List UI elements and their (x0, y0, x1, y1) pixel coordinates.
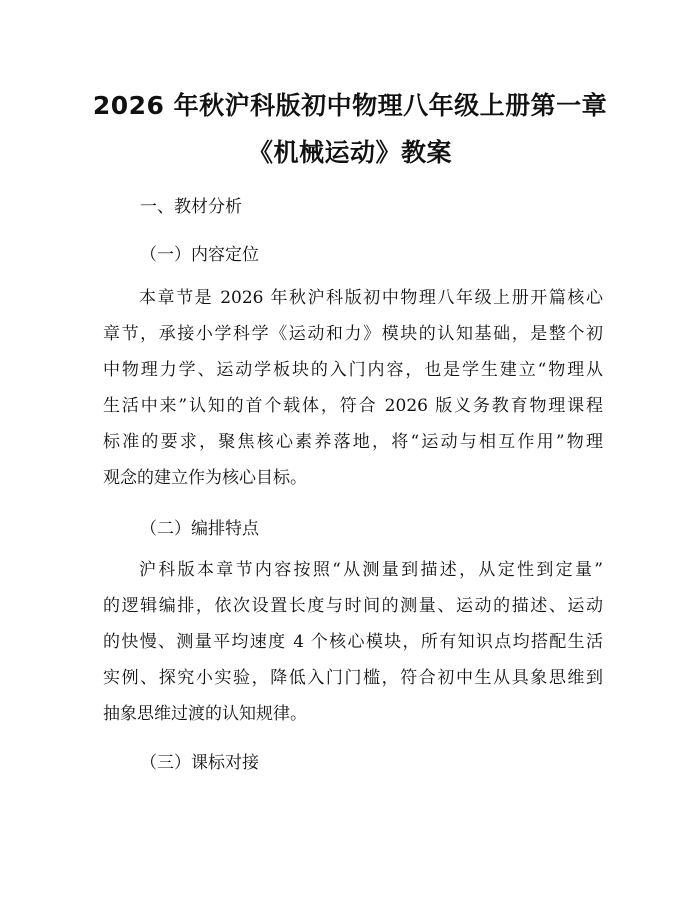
paragraph-line: 标准的要求，聚焦核心素养落地，将“运动与相互作用”物理 (103, 432, 603, 452)
paragraph-line: 观念的建立作为核心目标。 (103, 468, 307, 488)
paragraph-line: 实例、探究小实验，降低入门门槛，符合初中生从具象思维到 (103, 668, 603, 688)
document-title-line-2: 《机械运动》教案 (247, 138, 452, 167)
paragraph-content-positioning (103, 280, 603, 496)
paragraph-line: 章节，承接小学科学《运动和力》模块的认知基础，是整个初 (103, 324, 603, 344)
subsection-heading-curriculum-alignment: （三）课标对接 (140, 753, 259, 773)
paragraph-line: 的逻辑编排，依次设置长度与时间的测量、运动的描述、运动 (103, 596, 603, 616)
subsection-heading-arrangement-features: （二）编排特点 (140, 519, 259, 539)
paragraph-line: 本章节是 2026 年秋沪科版初中物理八年级上册开篇核心 (139, 288, 603, 308)
paragraph-line: 生活中来”认知的首个载体，符合 2026 版义务教育物理课程 (103, 396, 603, 416)
subsection-heading-content-positioning: （一）内容定位 (140, 245, 259, 265)
section-heading-teaching-material-analysis: 一、教材分析 (140, 197, 242, 217)
document-title-line-1: 2026 年秋沪科版初中物理八年级上册第一章 (92, 91, 608, 120)
paragraph-line: 抽象思维过渡的认知规律。 (103, 704, 307, 724)
paragraph-line: 沪科版本章节内容按照“从测量到描述，从定性到定量” (139, 560, 603, 580)
paragraph-arrangement-features (103, 552, 603, 732)
paragraph-line: 的快慢、测量平均速度 4 个核心模块，所有知识点均搭配生活 (103, 632, 603, 652)
paragraph-line: 中物理力学、运动学板块的入门内容，也是学生建立“物理从 (103, 360, 603, 380)
